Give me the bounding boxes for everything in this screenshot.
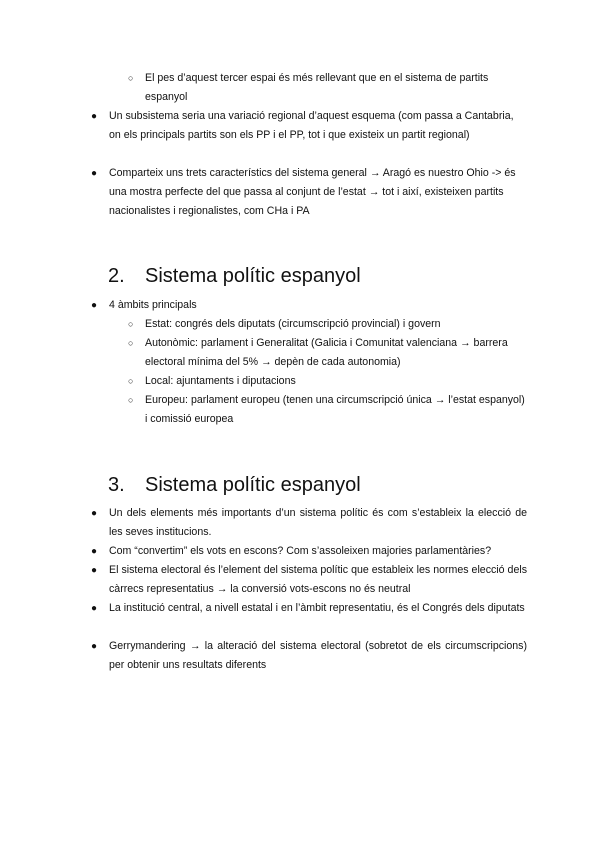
bullet-icon: ●: [91, 111, 98, 122]
section-title: Sistema polític espanyol: [145, 265, 361, 287]
bullet-icon: ●: [91, 641, 98, 652]
bullet-icon: ●: [91, 546, 98, 557]
list-sub-item: El pes d’aquest tercer espai és més rellevant que en el sistema de partits espanyol: [145, 72, 489, 103]
sub-bullet-icon: ○: [128, 395, 134, 405]
sub-bullet-icon: ○: [128, 319, 134, 329]
list-item: El sistema electoral és l’element del sistema polític que estableix les normes elecció dels càrrecs representatius → la conversió vots-escons no és neutral: [109, 564, 527, 595]
list-sub-item: Autonòmic: parlament i Generalitat (Galicia i Comunitat valenciana → barrera electoral mínima del 5% → depèn de cada autonomia): [145, 337, 508, 368]
sub-bullet-icon: ○: [128, 73, 134, 83]
section-heading: [108, 472, 361, 498]
bullet-icon: ●: [91, 565, 98, 576]
bullet-icon: ●: [91, 508, 98, 519]
list-item: La institució central, a nivell estatal i en l’àmbit representatiu, és el Congrés dels diputats: [109, 602, 525, 614]
list-item: Un dels elements més importants d’un sistema polític és com s’estableix la elecció de les seves institucions.: [109, 507, 527, 538]
section-title: Sistema polític espanyol: [145, 474, 361, 496]
list-sub-item: Local: ajuntaments i diputacions: [145, 375, 296, 387]
sub-bullet-icon: ○: [128, 376, 134, 386]
list-item: Un subsistema seria una variació regional d’aquest esquema (com passa a Cantabria, on els principals partits son els PP i el PP, tot i que existeix un partit regional): [109, 110, 514, 141]
list-item: Comparteix uns trets característics del sistema general → Aragó es nuestro Ohio -> és una mostra perfecte del que passa al conjunt de l’estat → tot i així, existeixen partits nacionalistes i regionalistes, com CHa i PA: [109, 167, 516, 217]
bullet-icon: ●: [91, 603, 98, 614]
bullet-icon: ●: [91, 168, 98, 179]
section-number: 2.: [108, 265, 125, 287]
section-number: 3.: [108, 474, 125, 496]
list-sub-item: Europeu: parlament europeu (tenen una circumscripció única → l’estat espanyol) i comissió europea: [145, 394, 525, 425]
bullet-icon: ●: [91, 300, 98, 311]
section-heading: [108, 263, 361, 289]
list-sub-item: Estat: congrés dels diputats (circumscripció provincial) i govern: [145, 318, 441, 330]
sub-bullet-icon: ○: [128, 338, 134, 348]
list-item: Gerrymandering → la alteració del sistema electoral (sobretot de els circumscripcions) per obtenir uns resultats diferents: [109, 640, 527, 671]
list-item: 4 àmbits principals: [109, 299, 197, 311]
list-item: Com “convertim” els vots en escons? Com s’assoleixen majories parlamentàries?: [109, 545, 492, 557]
